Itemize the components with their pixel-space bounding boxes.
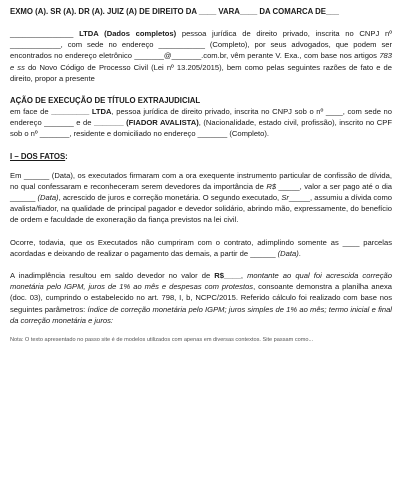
court-address-heading: EXMO (A). SR (A). DR (A). JUIZ (A) DE DIREITO DA ____ VARA____ DA COMARCA DE___ xyxy=(10,7,339,16)
articles-reference: 783 e ss xyxy=(10,51,392,72)
facts-paragraph-1: Em ______ (Data), os executados firmaram com a ora exequente instrumento particular de confissão de dívida, no qual confessaram e reconheceram serem devedores da importância de R$ _____, valor a ser pago até o dia ______ (Data), acrescido de juros e correção monetária. O segundo executado, Sr_____, assumiu a dívida como avalista/fiador, na qualidade de principal pagador e devedor solidário, abrindo mão, expressamente, do benefício de ordem e faculdade de exoneração da fiança previstos na lei civil. xyxy=(10,170,393,225)
company-name: LTDA (Dados completos) xyxy=(79,29,177,38)
defendant-company: _________ LTDA xyxy=(51,107,112,117)
facts-paragraph-2: Ocorre, todavia, que os Executados não cumpriram com o contrato, adimplindo somente as ____ parcelas acordadas e deixando de realizar o pagamento das demais, a partir de ______ (Data). xyxy=(10,237,392,258)
intro-paragraph: _______________ LTDA (Dados completos) pessoa jurídica de direito privado, inscrita no CNPJ nº ____________, com sede no endereço ___________ (Completo), por seus advogados, que podem ser encontrados no endereço eletrônico _______@_______.com.br, vêm perante V. Exa., com base nos artigos 783 e ss do Novo Código de Processo Civil (Lei nº 13.205/2015), bem como pelas seguintes razões de fato e de direito, propor a presente xyxy=(10,29,392,83)
footnote: Nota: O texto apresentado no passo site é de modelos utilizados com apenas em diversas contextos. Site passam como... xyxy=(10,337,314,344)
facts-title: I – DOS FATOS: xyxy=(10,151,68,161)
action-title: AÇÃO DE EXECUÇÃO DE TÍTULO EXTRAJUDICIAL xyxy=(10,96,201,106)
outstanding-balance: R$____ xyxy=(214,271,241,281)
parties-paragraph: em face de _________ LTDA, pessoa jurídica de direito privado, inscrita no CNPJ sob o nº ____, com sede no endereço _______ e de _______ (FIADOR AVALISTA), (Nacionalidade, estado civil, profissão), inscrito no CPF sob o nº _______, residente e domiciliado no endereço _______ (Completo). xyxy=(10,107,392,139)
facts-paragraph-3: A inadimplência resultou em saldo devedor no valor de R$____, montante ao qual foi acrescida correção monetária pelo IGPM, juros de 1% ao mês e despesas com protestos, consoante demonstra a planilha anexa (doc. 03), cumprindo o estabelecido no art. 798, I, b, NCPC/2015. Referido cálculo foi realizado com base nos seguintes parâmetros: índice de correção monetária pelo IGPM; juros simples de 1% ao mês; termo inicial e final da correção monetária e juros: xyxy=(10,271,392,325)
guarantor-name: _______ (FIADOR AVALISTA) xyxy=(93,118,199,128)
company-blank: _______________ xyxy=(10,29,74,38)
